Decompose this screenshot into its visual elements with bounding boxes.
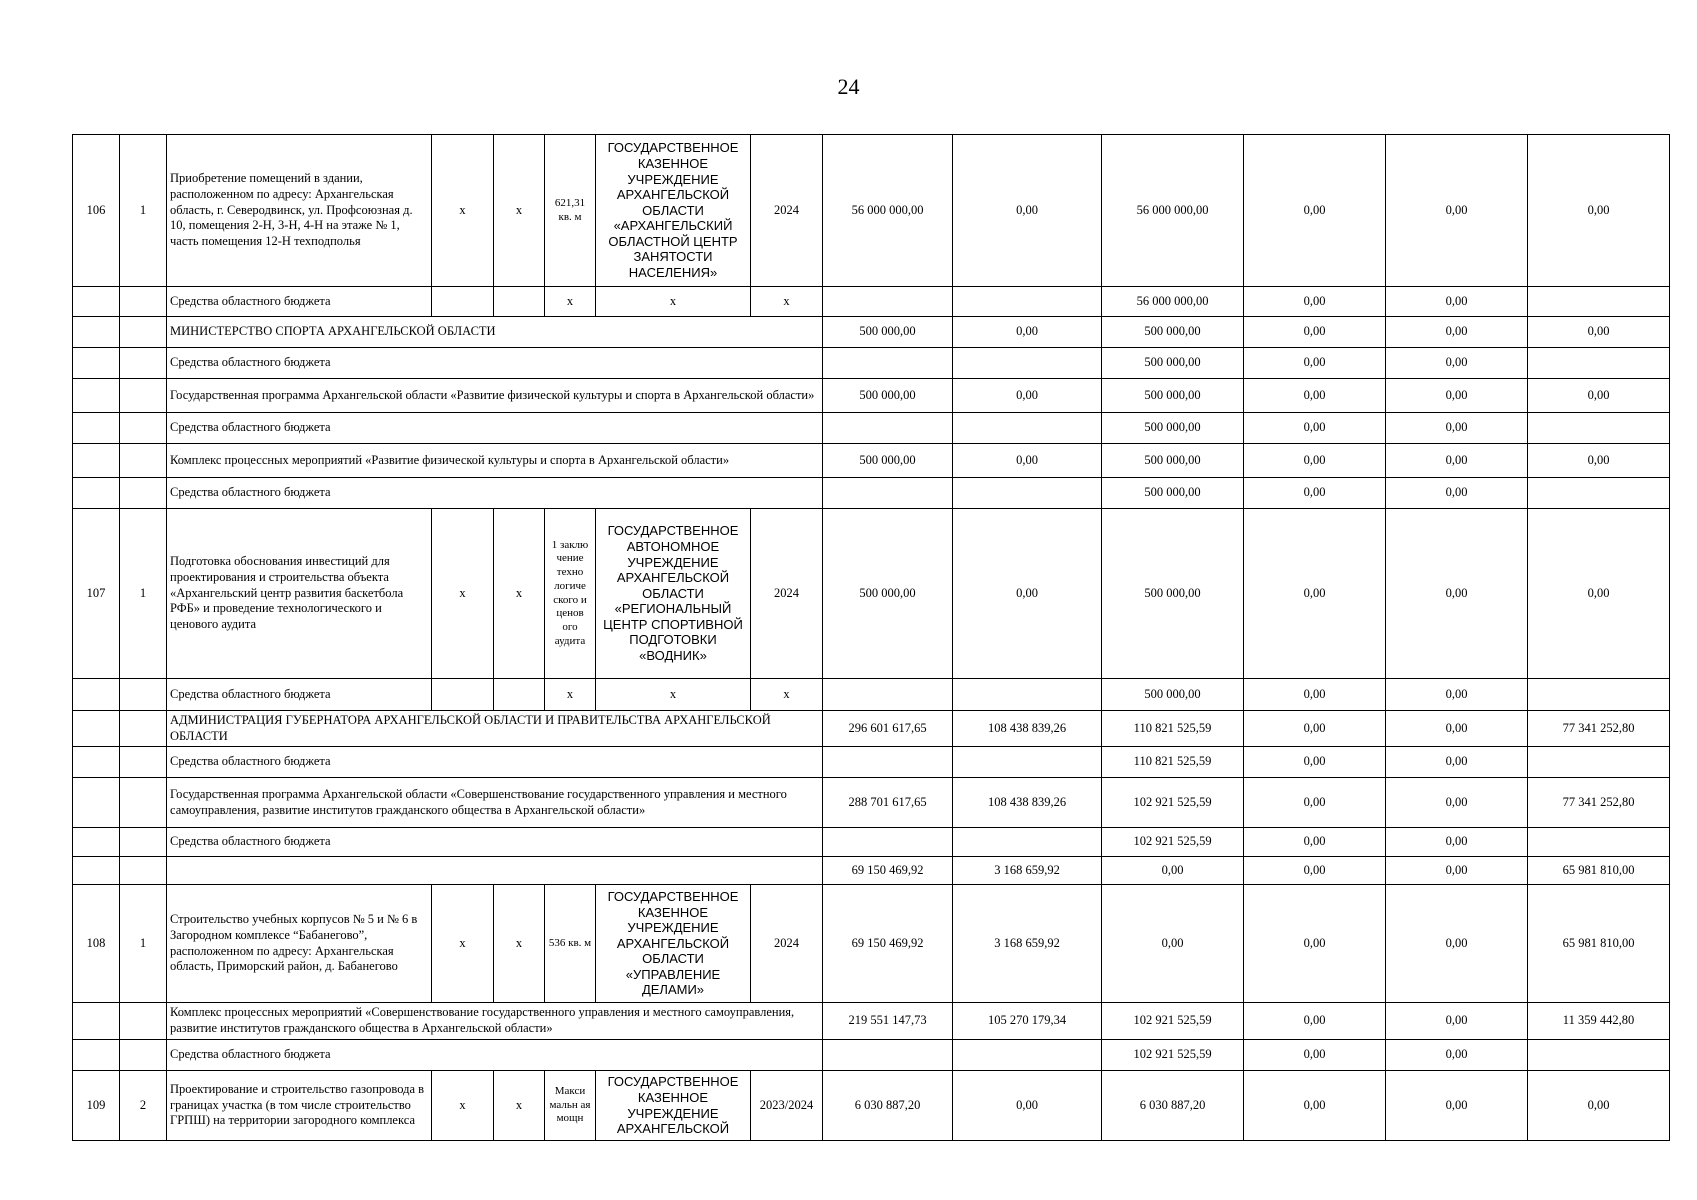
row-number-cell bbox=[73, 828, 120, 857]
funding-row bbox=[73, 287, 1670, 317]
amount-cell-v3: 102 921 525,59 bbox=[1102, 828, 1244, 857]
row-number-cell: 106 bbox=[73, 135, 120, 287]
amount-cell-v3: 102 921 525,59 bbox=[1102, 778, 1244, 828]
funding-source-cell: Средства областного бюджета bbox=[167, 747, 823, 778]
amount-cell-v1: 69 150 469,92 bbox=[823, 857, 953, 885]
marker-cell: х bbox=[432, 885, 494, 1003]
object-row bbox=[73, 1071, 1670, 1141]
organization-cell: х bbox=[596, 287, 751, 317]
row-number-cell bbox=[73, 348, 120, 379]
section-title-cell: Комплекс процессных мероприятий «Совершенствование государственного управления и местного самоуправления, развитие институтов гражданского общества в Архангельской области» bbox=[167, 1003, 823, 1040]
object-row bbox=[73, 135, 1670, 287]
sub-number-cell bbox=[120, 747, 167, 778]
amount-cell-v3: 0,00 bbox=[1102, 885, 1244, 1003]
amount-cell-v5: 0,00 bbox=[1386, 778, 1528, 828]
amount-cell-v2: 0,00 bbox=[953, 1071, 1102, 1141]
amount-cell-v4: 0,00 bbox=[1244, 379, 1386, 413]
amount-cell-v5: 0,00 bbox=[1386, 679, 1528, 711]
amount-cell-v4: 0,00 bbox=[1244, 317, 1386, 348]
amount-cell-v2 bbox=[953, 348, 1102, 379]
marker-cell: х bbox=[494, 885, 545, 1003]
amount-cell-v3: 500 000,00 bbox=[1102, 348, 1244, 379]
marker-cell bbox=[432, 679, 494, 711]
amount-cell-v1 bbox=[823, 287, 953, 317]
row-number-cell bbox=[73, 857, 120, 885]
amount-cell-v5: 0,00 bbox=[1386, 857, 1528, 885]
row-number-cell bbox=[73, 317, 120, 348]
section-row bbox=[73, 711, 1670, 747]
funding-row bbox=[73, 413, 1670, 444]
amount-cell-v4: 0,00 bbox=[1244, 747, 1386, 778]
sub-number-cell bbox=[120, 1040, 167, 1071]
amount-cell-v6: 65 981 810,00 bbox=[1528, 857, 1670, 885]
sub-number-cell bbox=[120, 444, 167, 478]
amount-cell-v1: 500 000,00 bbox=[823, 509, 953, 679]
amount-cell-v5: 0,00 bbox=[1386, 885, 1528, 1003]
sub-number-cell bbox=[120, 478, 167, 509]
amount-cell-v4: 0,00 bbox=[1244, 509, 1386, 679]
funding-row bbox=[73, 828, 1670, 857]
sub-number-cell bbox=[120, 287, 167, 317]
amount-cell-v1 bbox=[823, 413, 953, 444]
funding-row bbox=[73, 478, 1670, 509]
amount-cell-v1: 6 030 887,20 bbox=[823, 1071, 953, 1141]
amount-cell-v3: 6 030 887,20 bbox=[1102, 1071, 1244, 1141]
amount-cell-v4: 0,00 bbox=[1244, 1003, 1386, 1040]
marker-cell: х bbox=[494, 509, 545, 679]
amount-cell-v4: 0,00 bbox=[1244, 1071, 1386, 1141]
amount-cell-v3: 500 000,00 bbox=[1102, 679, 1244, 711]
capacity-cell: х bbox=[545, 679, 596, 711]
amount-cell-v2: 105 270 179,34 bbox=[953, 1003, 1102, 1040]
amount-cell-v5: 0,00 bbox=[1386, 828, 1528, 857]
amount-cell-v2 bbox=[953, 478, 1102, 509]
amount-cell-v4: 0,00 bbox=[1244, 135, 1386, 287]
funding-row bbox=[73, 679, 1670, 711]
amount-cell-v6: 77 341 252,80 bbox=[1528, 711, 1670, 747]
amount-cell-v2: 0,00 bbox=[953, 509, 1102, 679]
sub-number-cell: 1 bbox=[120, 509, 167, 679]
amount-cell-v6: 65 981 810,00 bbox=[1528, 885, 1670, 1003]
object-name-cell: Проектирование и строительство газопровода в границах участка (в том числе строительство ГРПШ) на территории загородного комплекса bbox=[167, 1071, 432, 1141]
amount-cell-v3: 0,00 bbox=[1102, 857, 1244, 885]
amount-cell-v4: 0,00 bbox=[1244, 711, 1386, 747]
amount-cell-v4: 0,00 bbox=[1244, 1040, 1386, 1071]
amount-cell-v2 bbox=[953, 679, 1102, 711]
year-cell: х bbox=[751, 679, 823, 711]
object-name-cell: Приобретение помещений в здании, расположенном по адресу: Архангельская область, г. Северодвинск, ул. Профсоюзная д. 10, помещения 2-Н, 3-Н, 4-Н на этаже № 1, часть помещения 12-Н техподполья bbox=[167, 135, 432, 287]
amount-cell-v5: 0,00 bbox=[1386, 348, 1528, 379]
section-row bbox=[73, 778, 1670, 828]
amount-cell-v6: 77 341 252,80 bbox=[1528, 778, 1670, 828]
sub-number-cell bbox=[120, 413, 167, 444]
row-number-cell: 108 bbox=[73, 885, 120, 1003]
row-number-cell bbox=[73, 679, 120, 711]
amount-cell-v3: 500 000,00 bbox=[1102, 317, 1244, 348]
amount-cell-v5: 0,00 bbox=[1386, 1040, 1528, 1071]
marker-cell: х bbox=[432, 135, 494, 287]
amount-cell-v1: 69 150 469,92 bbox=[823, 885, 953, 1003]
marker-cell bbox=[494, 287, 545, 317]
marker-cell: х bbox=[494, 135, 545, 287]
year-cell: 2024 bbox=[751, 509, 823, 679]
amount-cell-v6 bbox=[1528, 348, 1670, 379]
sub-number-cell bbox=[120, 679, 167, 711]
section-row bbox=[73, 1003, 1670, 1040]
object-row bbox=[73, 509, 1670, 679]
amount-cell-v4: 0,00 bbox=[1244, 478, 1386, 509]
sub-number-cell bbox=[120, 778, 167, 828]
capacity-cell: 536 кв. м bbox=[545, 885, 596, 1003]
amount-cell-v4: 0,00 bbox=[1244, 679, 1386, 711]
row-number-cell bbox=[73, 778, 120, 828]
row-number-cell bbox=[73, 478, 120, 509]
amount-cell-v3: 500 000,00 bbox=[1102, 379, 1244, 413]
sub-number-cell bbox=[120, 1003, 167, 1040]
organization-cell: ГОСУДАРСТВЕННОЕ КАЗЕННОЕ УЧРЕЖДЕНИЕ АРХАНГЕЛЬСКОЙ ОБЛАСТИ «УПРАВЛЕНИЕ ДЕЛАМИ» bbox=[596, 885, 751, 1003]
row-number-cell bbox=[73, 1003, 120, 1040]
row-number-cell bbox=[73, 413, 120, 444]
funding-row bbox=[73, 1040, 1670, 1071]
sub-number-cell bbox=[120, 711, 167, 747]
organization-cell: ГОСУДАРСТВЕННОЕ КАЗЕННОЕ УЧРЕЖДЕНИЕ АРХАНГЕЛЬСКОЙ ОБЛАСТИ «АРХАНГЕЛЬСКИЙ ОБЛАСТНОЙ ЦЕНТР ЗАНЯТОСТИ НАСЕЛЕНИЯ» bbox=[596, 135, 751, 287]
amount-cell-v6 bbox=[1528, 287, 1670, 317]
amount-cell-v6 bbox=[1528, 413, 1670, 444]
amount-cell-v5: 0,00 bbox=[1386, 413, 1528, 444]
amount-cell-v5: 0,00 bbox=[1386, 1071, 1528, 1141]
sub-number-cell: 1 bbox=[120, 135, 167, 287]
amount-cell-v1: 500 000,00 bbox=[823, 444, 953, 478]
amount-cell-v3: 500 000,00 bbox=[1102, 478, 1244, 509]
amount-cell-v2 bbox=[953, 747, 1102, 778]
row-number-cell: 107 bbox=[73, 509, 120, 679]
sub-number-cell: 2 bbox=[120, 1071, 167, 1141]
amount-cell-v1 bbox=[823, 1040, 953, 1071]
amount-cell-v6: 0,00 bbox=[1528, 317, 1670, 348]
section-title-cell: Государственная программа Архангельской области «Развитие физической культуры и спорта в Архангельской области» bbox=[167, 379, 823, 413]
amount-cell-v3: 110 821 525,59 bbox=[1102, 711, 1244, 747]
sub-number-cell bbox=[120, 317, 167, 348]
sub-number-cell bbox=[120, 348, 167, 379]
sub-number-cell bbox=[120, 857, 167, 885]
object-row bbox=[73, 885, 1670, 1003]
section-row bbox=[73, 444, 1670, 478]
amount-cell-v3: 500 000,00 bbox=[1102, 509, 1244, 679]
amount-cell-v2: 0,00 bbox=[953, 317, 1102, 348]
amount-cell-v1: 500 000,00 bbox=[823, 317, 953, 348]
funding-source-cell: Средства областного бюджета bbox=[167, 679, 432, 711]
amount-cell-v4: 0,00 bbox=[1244, 413, 1386, 444]
capacity-cell: 621,31 кв. м bbox=[545, 135, 596, 287]
amount-cell-v5: 0,00 bbox=[1386, 509, 1528, 679]
amount-cell-v6 bbox=[1528, 1040, 1670, 1071]
amount-cell-v4: 0,00 bbox=[1244, 348, 1386, 379]
organization-cell: ГОСУДАРСТВЕННОЕ АВТОНОМНОЕ УЧРЕЖДЕНИЕ АРХАНГЕЛЬСКОЙ ОБЛАСТИ «РЕГИОНАЛЬНЫЙ ЦЕНТР СПОРТИВНОЙ ПОДГОТОВКИ «ВОДНИК» bbox=[596, 509, 751, 679]
amount-cell-v1: 56 000 000,00 bbox=[823, 135, 953, 287]
amount-cell-v2 bbox=[953, 828, 1102, 857]
amount-cell-v6: 0,00 bbox=[1528, 135, 1670, 287]
amount-cell-v6: 0,00 bbox=[1528, 379, 1670, 413]
amount-cell-v1 bbox=[823, 348, 953, 379]
amount-cell-v3: 500 000,00 bbox=[1102, 413, 1244, 444]
amount-cell-v3: 110 821 525,59 bbox=[1102, 747, 1244, 778]
amount-cell-v2: 0,00 bbox=[953, 379, 1102, 413]
section-title-cell: МИНИСТЕРСТВО СПОРТА АРХАНГЕЛЬСКОЙ ОБЛАСТИ bbox=[167, 317, 823, 348]
amount-cell-v1 bbox=[823, 679, 953, 711]
marker-cell bbox=[494, 679, 545, 711]
amount-cell-v2: 3 168 659,92 bbox=[953, 885, 1102, 1003]
amount-cell-v5: 0,00 bbox=[1386, 478, 1528, 509]
amount-cell-v6: 0,00 bbox=[1528, 1071, 1670, 1141]
section-title-cell: Государственная программа Архангельской области «Совершенствование государственного управления и местного самоуправления, развитие институтов гражданского общества в Архангельской области» bbox=[167, 778, 823, 828]
amount-cell-v1: 288 701 617,65 bbox=[823, 778, 953, 828]
amount-cell-v5: 0,00 bbox=[1386, 711, 1528, 747]
row-number-cell bbox=[73, 711, 120, 747]
amount-cell-v2 bbox=[953, 1040, 1102, 1071]
amount-cell-v6: 0,00 bbox=[1528, 444, 1670, 478]
amount-cell-v2: 0,00 bbox=[953, 135, 1102, 287]
section-row bbox=[73, 317, 1670, 348]
funding-row bbox=[73, 747, 1670, 778]
amount-cell-v6 bbox=[1528, 679, 1670, 711]
amount-cell-v5: 0,00 bbox=[1386, 287, 1528, 317]
amount-cell-v2: 108 438 839,26 bbox=[953, 778, 1102, 828]
marker-cell bbox=[432, 287, 494, 317]
amount-cell-v2: 0,00 bbox=[953, 444, 1102, 478]
funding-source-cell: Средства областного бюджета bbox=[167, 478, 823, 509]
row-number-cell: 109 bbox=[73, 1071, 120, 1141]
section-title-cell bbox=[167, 857, 823, 885]
amount-cell-v2: 3 168 659,92 bbox=[953, 857, 1102, 885]
marker-cell: х bbox=[432, 1071, 494, 1141]
investment-table bbox=[72, 134, 1670, 1141]
amount-cell-v3: 102 921 525,59 bbox=[1102, 1040, 1244, 1071]
section-row bbox=[73, 379, 1670, 413]
amount-cell-v6 bbox=[1528, 747, 1670, 778]
amount-cell-v5: 0,00 bbox=[1386, 747, 1528, 778]
object-name-cell: Строительство учебных корпусов № 5 и № 6 в Загородном комплексе “Бабанегово”, расположенном по адресу: Архангельская область, Приморский район, д. Бабанегово bbox=[167, 885, 432, 1003]
year-cell: 2024 bbox=[751, 135, 823, 287]
amount-cell-v4: 0,00 bbox=[1244, 828, 1386, 857]
row-number-cell bbox=[73, 444, 120, 478]
amount-cell-v5: 0,00 bbox=[1386, 444, 1528, 478]
funding-source-cell: Средства областного бюджета bbox=[167, 1040, 823, 1071]
year-cell: 2024 bbox=[751, 885, 823, 1003]
row-number-cell bbox=[73, 1040, 120, 1071]
amount-cell-v3: 500 000,00 bbox=[1102, 444, 1244, 478]
organization-cell: ГОСУДАРСТВЕННОЕ КАЗЕННОЕ УЧРЕЖДЕНИЕ АРХАНГЕЛЬСКОЙ bbox=[596, 1071, 751, 1141]
amount-cell-v3: 102 921 525,59 bbox=[1102, 1003, 1244, 1040]
amount-cell-v5: 0,00 bbox=[1386, 317, 1528, 348]
year-cell: х bbox=[751, 287, 823, 317]
sub-number-cell bbox=[120, 828, 167, 857]
amount-cell-v5: 0,00 bbox=[1386, 1003, 1528, 1040]
sub-number-cell: 1 bbox=[120, 885, 167, 1003]
amount-cell-v6: 11 359 442,80 bbox=[1528, 1003, 1670, 1040]
row-number-cell bbox=[73, 379, 120, 413]
row-number-cell bbox=[73, 747, 120, 778]
marker-cell: х bbox=[432, 509, 494, 679]
section-title-cell: Комплекс процессных мероприятий «Развитие физической культуры и спорта в Архангельской области» bbox=[167, 444, 823, 478]
funding-source-cell: Средства областного бюджета bbox=[167, 348, 823, 379]
section-row bbox=[73, 857, 1670, 885]
amount-cell-v6: 0,00 bbox=[1528, 509, 1670, 679]
amount-cell-v4: 0,00 bbox=[1244, 857, 1386, 885]
amount-cell-v4: 0,00 bbox=[1244, 287, 1386, 317]
amount-cell-v2 bbox=[953, 287, 1102, 317]
amount-cell-v2 bbox=[953, 413, 1102, 444]
amount-cell-v2: 108 438 839,26 bbox=[953, 711, 1102, 747]
amount-cell-v1: 500 000,00 bbox=[823, 379, 953, 413]
section-title-cell: АДМИНИСТРАЦИЯ ГУБЕРНАТОРА АРХАНГЕЛЬСКОЙ ОБЛАСТИ И ПРАВИТЕЛЬСТВА АРХАНГЕЛЬСКОЙ ОБЛАСТИ bbox=[167, 711, 823, 747]
sub-number-cell bbox=[120, 379, 167, 413]
amount-cell-v6 bbox=[1528, 828, 1670, 857]
capacity-cell: 1 заклю чение техно логиче ского и ценов ого аудита bbox=[545, 509, 596, 679]
amount-cell-v1: 219 551 147,73 bbox=[823, 1003, 953, 1040]
funding-source-cell: Средства областного бюджета bbox=[167, 413, 823, 444]
year-cell: 2023/2024 bbox=[751, 1071, 823, 1141]
funding-row bbox=[73, 348, 1670, 379]
object-name-cell: Подготовка обоснования инвестиций для проектирования и строительства объекта «Архангельский центр развития баскетбола РФБ» и проведение технологического и ценового аудита bbox=[167, 509, 432, 679]
page-number: 24 bbox=[837, 74, 860, 99]
amount-cell-v3: 56 000 000,00 bbox=[1102, 135, 1244, 287]
amount-cell-v5: 0,00 bbox=[1386, 135, 1528, 287]
funding-source-cell: Средства областного бюджета bbox=[167, 828, 823, 857]
amount-cell-v1 bbox=[823, 478, 953, 509]
amount-cell-v4: 0,00 bbox=[1244, 778, 1386, 828]
amount-cell-v3: 56 000 000,00 bbox=[1102, 287, 1244, 317]
amount-cell-v1 bbox=[823, 828, 953, 857]
funding-source-cell: Средства областного бюджета bbox=[167, 287, 432, 317]
capacity-cell: х bbox=[545, 287, 596, 317]
marker-cell: х bbox=[494, 1071, 545, 1141]
amount-cell-v6 bbox=[1528, 478, 1670, 509]
organization-cell: х bbox=[596, 679, 751, 711]
amount-cell-v1: 296 601 617,65 bbox=[823, 711, 953, 747]
amount-cell-v5: 0,00 bbox=[1386, 379, 1528, 413]
amount-cell-v4: 0,00 bbox=[1244, 444, 1386, 478]
amount-cell-v4: 0,00 bbox=[1244, 885, 1386, 1003]
capacity-cell: Макси мальн ая мощн bbox=[545, 1071, 596, 1141]
row-number-cell bbox=[73, 287, 120, 317]
amount-cell-v1 bbox=[823, 747, 953, 778]
